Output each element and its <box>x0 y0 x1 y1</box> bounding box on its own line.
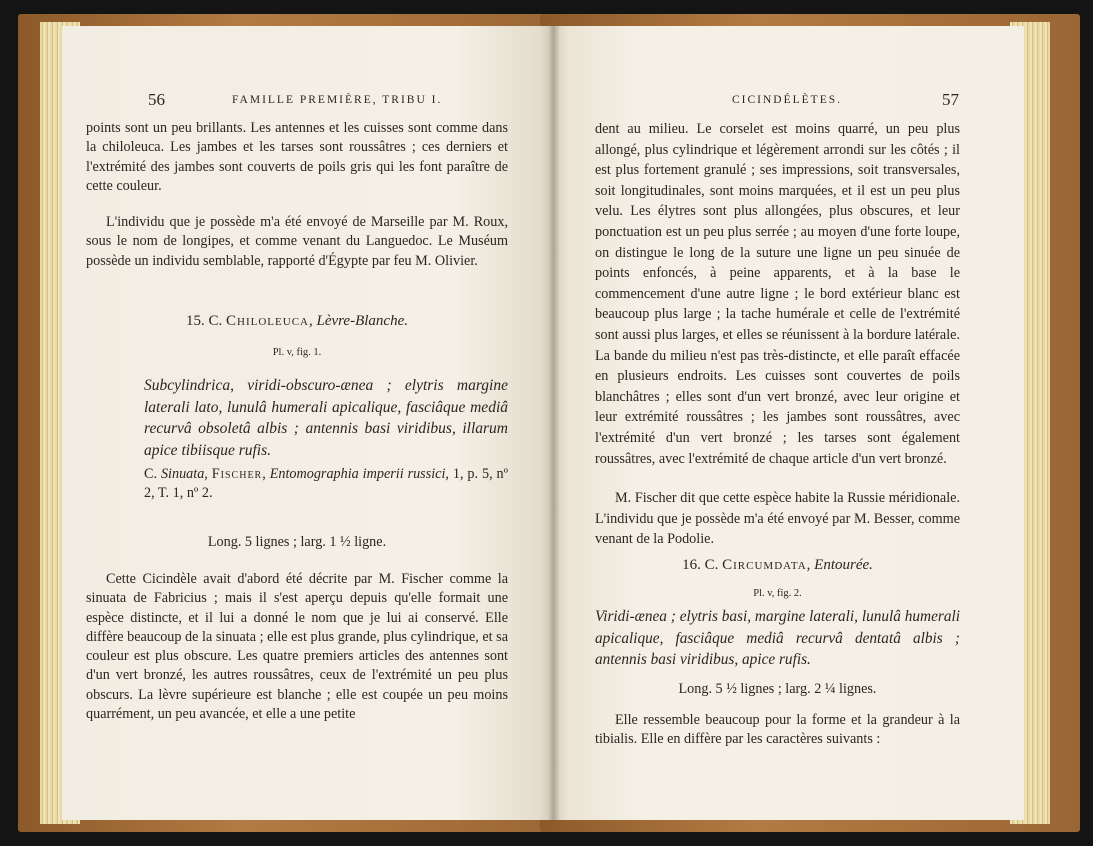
right-plate-reference: Pl. v, fig. 2. <box>753 588 802 599</box>
left-synonym-ref: 1, p. 5, nº 2, T. 1, nº 2. <box>144 466 509 502</box>
left-entry-vernacular: Lèvre-Blanche. <box>316 313 408 329</box>
left-para2-text: L'individu que je possède m'a été envoyé de Marseille par M. Roux, sous le nom de longipes, et comme venant du Languedoc. Le Muséum possède un individu semblable, rapporté d'Égypte par feu M. Olivier. <box>86 214 508 269</box>
left-paragraph-2 <box>86 213 508 271</box>
right-para3-text: Elle ressemble beaucoup pour la forme et la grandeur à la tibialis. Elle en diffère par les caractères suivants : <box>595 712 960 748</box>
left-paragraph-3 <box>86 570 508 724</box>
left-running-head: FAMILLE PREMIÈRE, TRIBU I. <box>232 94 443 106</box>
left-entry-heading: 15. C. Chiloleuca, Lèvre-Blanche. <box>186 313 408 329</box>
right-entry-heading: 16. C. Circumdata, Entourée. <box>682 557 873 573</box>
right-measurement: Long. 5 ½ lignes ; larg. 2 ¼ lignes. <box>678 681 877 697</box>
right-paragraph-1 <box>595 119 960 469</box>
left-entry-name: Chiloleuca <box>226 313 309 329</box>
right-paragraph-2 <box>595 488 960 550</box>
right-paragraph-3 <box>595 711 960 750</box>
right-para1-text: dent au milieu. Le corselet est moins quarré, un peu plus allongé, plus cylindrique et légèrement arrondi sur les côtés ; il est plus fortement granulé ; ses impressions, soit transversales, soit longitudinales, sont moins marquées, et il est un peu plus velu. Les élytres sont plus allongées, plus obscures, et leur ponctuation est un peu plus serrée ; au moyen d'une forte loupe, on distingue le long de la suture une ligne un peu sinuée de points enfoncés, à peine apparents, et à la base le commencement d'une autre ligne ; le bord extérieur blanc est beaucoup plus large ; la tache humérale et celle de l'extrémité sont aussi plus larges, et elles se réunissent à la bordure latérale. La bande du milieu n'est pas très-distincte, et elle paraît effacée en plusieurs endroits. Les cuisses sont couvertes de poils blanchâtres ; elles sont d'un vert bronzé, avec leur origine et leur extrémité roussâtres ; les jambes sont roussâtres, avec l'extrémité d'un vert bronzé ; les tarses sont également roussâtres, avec l'extrémité de chaque article d'un vert bronzé. <box>595 121 960 467</box>
left-synonym-name: Sinuata <box>160 466 205 482</box>
right-diagnosis: Viridi-ænea ; elytris basi, margine laterali, lunulâ humerali apicalique, fasciâque mediâ recurvâ dentatâ albis ; antennis basi viridibus, apice rufis. <box>595 608 960 668</box>
left-synonym-work: Entomographia imperii russici <box>269 466 446 482</box>
right-entry-name: Circumdata <box>722 557 807 573</box>
right-running-head: CICINDÉLÈTES. <box>732 94 843 106</box>
right-entry-number: 16. C. <box>682 557 719 573</box>
left-page-number: 56 <box>148 90 165 109</box>
left-para3-text: Cette Cicindèle avait d'abord été décrite par M. Fischer comme la sinuata de Fabricius ; mais il s'est aperçu depuis qu'elle formait une espèce distincte, et il lui a donné le nom que je lui ai conservé. Elle diffère beaucoup de la sinuata ; elle est plus grande, plus cylindrique, et sa couleur est plus obscure. Les quatre premiers articles des antennes sont d'un vert bronzé, les autres roussâtres, ceux de l'extrémité un peu plus obscurs. La lèvre supérieure est blanche ; elle est coupée un peu moins quarrément, un peu avancée, et elle a une petite <box>86 571 508 723</box>
left-para1-text: points sont un peu brillants. Les antennes et les cuisses sont comme dans la chiloleuca. Les jambes et les tarses sont roussâtres ; ces derniers et l'extrémité des jambes sont couverts de poils gris qui les font paraître de cette couleur. <box>86 120 508 194</box>
left-diagnosis: Subcylindrica, viridi-obscuro-ænea ; elytris margine laterali lato, lunulâ humerali apicalique, fasciâque mediâ recurvâ obsoletâ albis ; antennis basi viridibus, illarum apice tibiisque rufis. <box>144 377 508 459</box>
right-page-number: 57 <box>942 90 959 109</box>
left-synonym: C. Sinuata, Fischer, Entomographia imperii russici, 1, p. 5, nº 2, T. 1, nº 2. <box>144 466 509 502</box>
left-synonym-prefix: C. <box>144 466 158 482</box>
right-para2-text: M. Fischer dit que cette espèce habite la Russie méridionale. L'individu que je possède m'a été envoyé par M. Besser, comme venant de la Podolie. <box>595 490 960 548</box>
left-plate-reference: Pl. v, fig. 1. <box>272 347 322 358</box>
right-entry-vernacular: Entourée. <box>814 557 873 573</box>
left-measurement: Long. 5 lignes ; larg. 1 ½ ligne. <box>207 534 387 550</box>
left-entry-number: 15. C. <box>186 313 223 329</box>
left-synonym-author: Fischer <box>211 466 263 482</box>
left-paragraph-1 <box>86 119 508 196</box>
book-gutter <box>548 26 560 820</box>
